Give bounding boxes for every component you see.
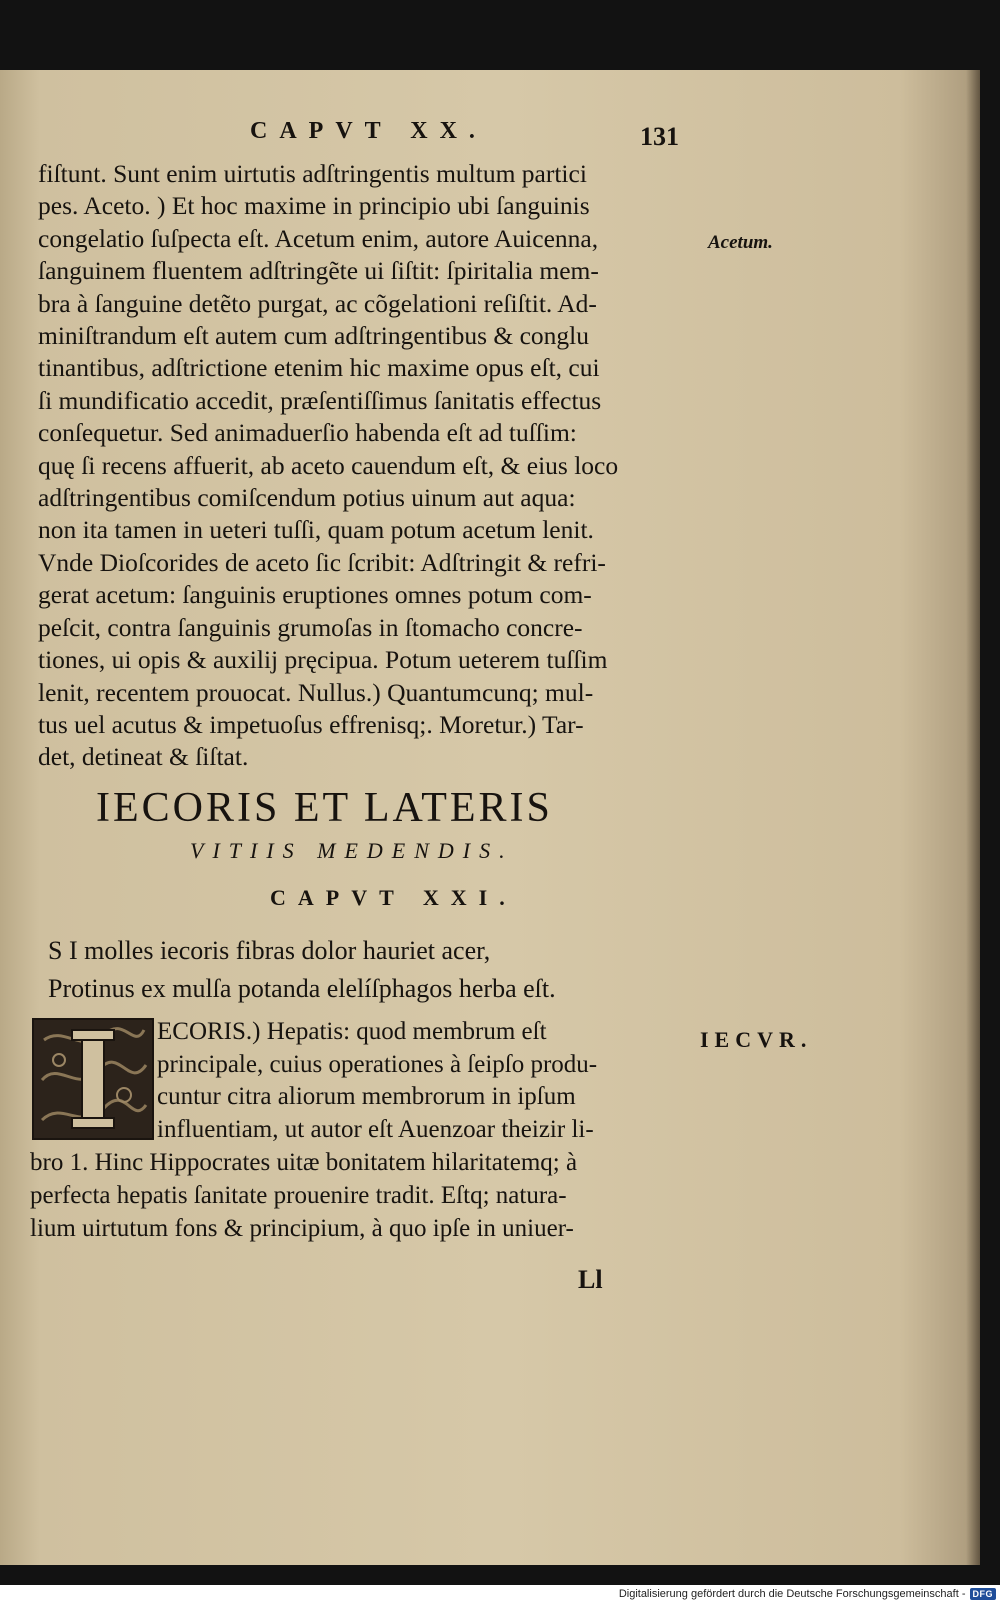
text-line: lenit, recentem prouocat. Nullus.) Quantumcunq; mul- — [38, 677, 594, 707]
text-line: adſtringentibus comiſcendum potius uinum aut aqua: — [38, 483, 576, 513]
chapter-subtitle: VITIIS MEDENDIS. — [190, 838, 514, 863]
text-line: influentiam, ut autor eſt Auenzoar theizir li- — [157, 1115, 594, 1143]
text-line: tiones, ui opis & auxilij pręcipua. Potum ueterem tuſſim — [38, 645, 608, 675]
text-line: ECORIS.) Hepatis: quod membrum eſt — [157, 1018, 547, 1045]
chapter-title: IECORIS ET LATERIS — [96, 785, 553, 831]
text-line: miniſtrandum eſt autem cum adſtringentibus & conglu — [38, 321, 589, 351]
text-line: bra à ſanguine detẽto purgat, ac cõgelationi reſiſtit. Ad- — [38, 288, 597, 318]
text-line: fiſtunt. Sunt enim uirtutis adſtringentis multum partici — [38, 159, 587, 188]
text-line: tus uel acutus & impetuoſus effrenisq;. Moretur.) Tar- — [38, 709, 584, 739]
paragraph-full — [30, 1146, 710, 1245]
text-line: ſanguinem fluentem adſtringẽte ui ſiſtit: ſpiritalia mem- — [38, 256, 599, 286]
text-line: non ita tamen in ueteri tuſſi, quam potum acetum lenit. — [38, 515, 594, 545]
text-line: quę ſi recens affuerit, ab aceto cauendum eſt, & eius loco — [38, 450, 619, 480]
text-line: bro 1. Hinc Hippocrates uitæ bonitatem hilaritatemq; à — [30, 1149, 578, 1176]
signature-mark: Ll — [578, 1265, 603, 1294]
chapter-number: CAPVT XXI. — [270, 885, 517, 910]
text-line: principale, cuius operationes à ſeipſo produ- — [157, 1050, 598, 1078]
verse-line: Protinus ex mulſa potanda elelíſphagos herba eſt. — [48, 974, 556, 1003]
text-line: pes. Aceto. ) Et hoc maxime in principio ubi ſanguinis — [38, 191, 590, 221]
verse-line: S I molles iecoris fibras dolor hauriet acer, — [48, 936, 491, 965]
text-line: det, detineat & ſiſtat. — [38, 742, 249, 772]
digitization-footer — [619, 1585, 996, 1602]
text-line: peſcit, contra ſanguinis grumoſas in ſtomacho concre- — [38, 612, 583, 642]
book-page — [0, 70, 980, 1565]
page-number: 131 — [640, 122, 679, 151]
text-line: congelatio ſuſpecta eſt. Acetum enim, autore Auicenna, — [38, 223, 599, 253]
text-line: gerat acetum: ſanguinis eruptiones omnes potum com- — [38, 580, 592, 610]
page-edge-shadow — [966, 70, 980, 1565]
text-line: cuntur citra aliorum membrorum in ipſum — [157, 1083, 576, 1111]
marginal-note-iecur: IECVR. — [700, 1027, 813, 1052]
paragraph-indented — [157, 1016, 697, 1146]
text-line: lium uirtutum fons & principium, à quo ipſe in uniuer- — [30, 1215, 574, 1242]
text-line: perfecta hepatis ſanitate prouenire tradit. Eſtq; natura- — [30, 1182, 567, 1209]
running-head: CAPVT XX. — [250, 118, 487, 144]
decorated-initial-i-icon — [32, 1018, 154, 1140]
text-line: tinantibus, adſtrictione etenim hic maxime opus eſt, cui — [38, 353, 600, 383]
footer-credit: Digitalisierung gefördert durch die Deutsche Forschungsgemeinschaft - — [618, 1587, 966, 1600]
verse-block — [48, 932, 556, 1008]
text-line: Vnde Dioſcorides de aceto ſic ſcribit: Adſtringit & refri- — [38, 547, 606, 577]
text-line: ſi mundificatio accedit, præſentiſſimus ſanitatis effectus — [38, 385, 602, 415]
marginal-note-acetum: Acetum. — [708, 232, 773, 253]
body-text — [38, 158, 698, 774]
text-line: conſequetur. Sed animaduerſio habenda eſt ad tuſſim: — [38, 418, 577, 448]
dfg-logo-icon: DFG — [970, 1588, 997, 1600]
